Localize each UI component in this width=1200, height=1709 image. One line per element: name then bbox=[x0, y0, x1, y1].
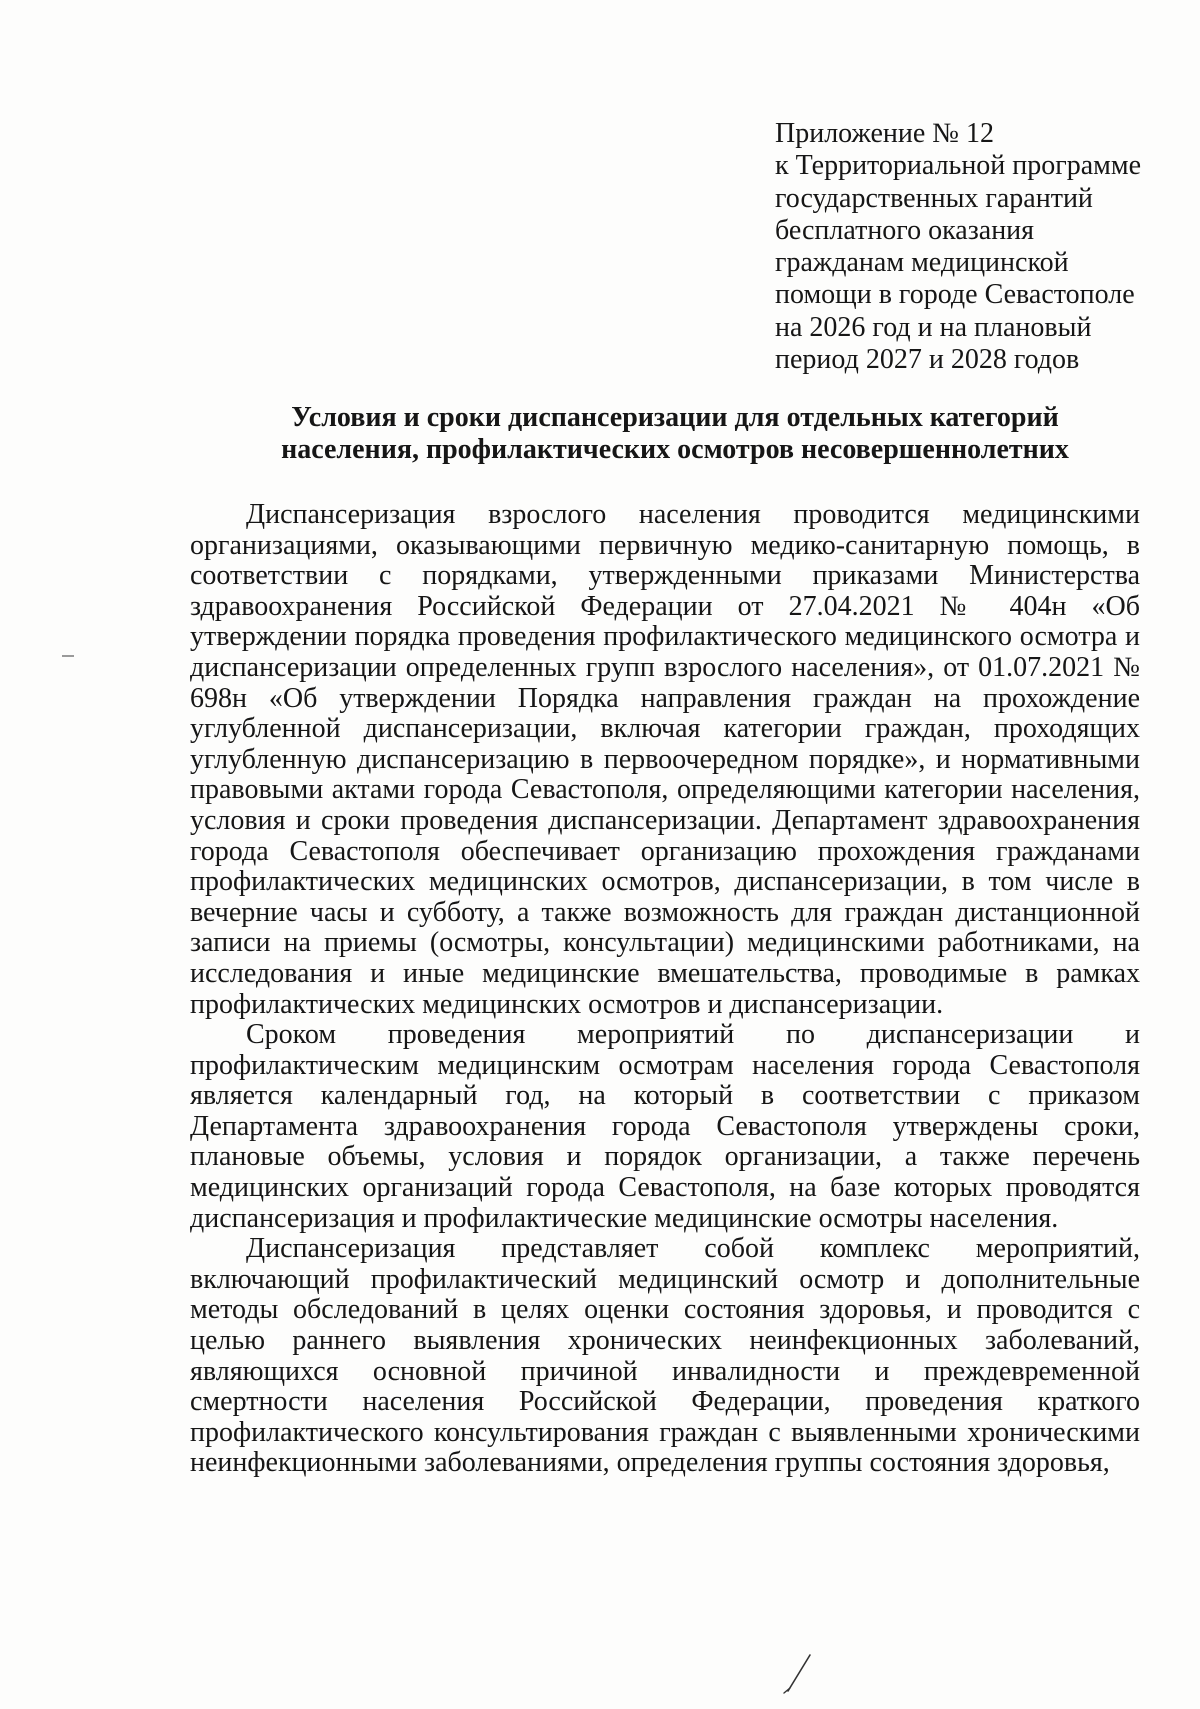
document-title bbox=[200, 402, 1150, 466]
appendix-line: государственных гарантий bbox=[775, 182, 1093, 214]
title-line: Условия и сроки диспансеризации для отдельных категорий bbox=[291, 402, 1059, 433]
pen-stroke-mark bbox=[780, 1645, 820, 1695]
appendix-line: на 2026 год и на плановый bbox=[775, 311, 1092, 343]
appendix-line: гражданам медицинской bbox=[775, 247, 1069, 279]
document-body bbox=[190, 500, 1140, 1479]
appendix-line: помощи в городе Севастополе bbox=[775, 279, 1135, 311]
body-paragraph: Диспансеризация взрослого населения проводится медицинскими организациями, оказывающими первичную медико-санитарную помощь, в соответствии с порядками, утвержденными приказами Министерства здравоохранения Российской Федерации от 27.04.2021 № 404н «Об утверждении порядка проведения профилактического медицинского осмотра и диспансеризации определенных групп взрослого населения», от 01.07.2021 № 698н «Об утверждении Порядка направления граждан на прохождение углубленной диспансеризации, включая категории граждан, проходящих углубленную диспансеризацию в первоочередном порядке», и нормативными правовыми актами города Севастополя, определяющими категории населения, условия и сроки проведения диспансеризации. Департамент здравоохранения города Севастополя обеспечивает организацию прохождения гражданами профилактических медицинских осмотров, диспансеризации, в том числе в вечерние часы и субботу, а также возможность для граждан дистанционной записи на приемы (осмотры, консультации) медицинскими работниками, на исследования и иные медицинские вмешательства, проводимые в рамках профилактических медицинских осмотров и диспансеризации. bbox=[190, 499, 1140, 1020]
appendix-header bbox=[775, 118, 1175, 376]
title-line: населения, профилактических осмотров несовершеннолетних bbox=[281, 434, 1069, 465]
appendix-line: бесплатного оказания bbox=[775, 214, 1035, 246]
appendix-line: период 2027 и 2028 годов bbox=[775, 344, 1080, 376]
appendix-line: к Территориальной программе bbox=[775, 150, 1142, 182]
body-paragraph: Диспансеризация представляет собой комплекс мероприятий, включающий профилактический медицинский осмотр и дополнительные методы обследований в целях оценки состояния здоровья, и проводится с целью раннего выявления хронических неинфекционных заболеваний, являющихся основной причиной инвалидности и преждевременной смертности населения Российской Федерации, проведения краткого профилактического консультирования граждан с выявленными хроническими неинфекционными заболеваниями, определения группы состояния здоровья, bbox=[190, 1233, 1140, 1479]
scan-artifact bbox=[62, 655, 74, 657]
appendix-line: Приложение № 12 bbox=[775, 118, 994, 149]
body-paragraph: Сроком проведения мероприятий по диспансеризации и профилактическим медицинским осмотрам населения города Севастополя является календарный год, на который в соответствии с приказом Департамента здравоохранения города Севастополя утверждены сроки, плановые объемы, условия и порядок организации, а также перечень медицинских организаций города Севастополя, на базе которых проводятся диспансеризация и профилактические медицинские осмотры населения. bbox=[190, 1019, 1140, 1234]
